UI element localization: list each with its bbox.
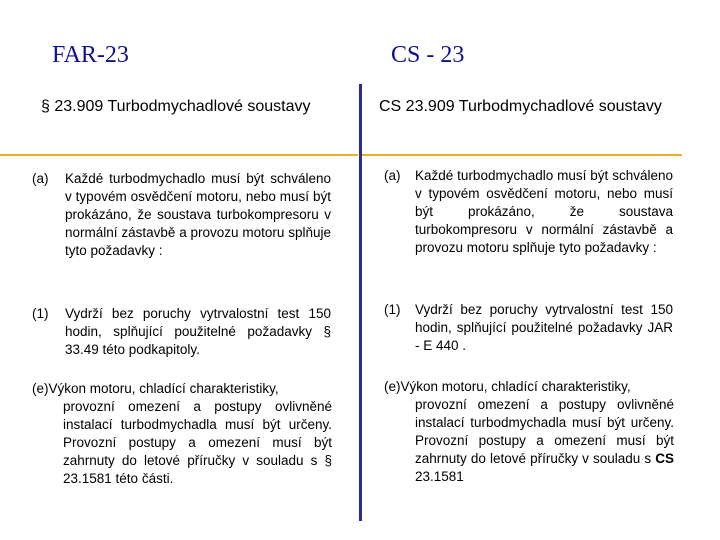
- paragraph-1-right: [384, 301, 674, 361]
- paragraph-first-line: (e)Výkon motoru, chladící charakteristiky,: [384, 379, 631, 394]
- title-far23: FAR-23: [52, 42, 129, 68]
- paragraph-e-right: [384, 378, 674, 486]
- paragraph-label: (a): [32, 171, 49, 186]
- paragraph-text: Vydrží bez poruchy vytrvalostní test 150 hodin, splňující použitelné požadavky JAR - E 440 .: [415, 302, 673, 353]
- paragraph-text: Vydrží bez poruchy vytrvalostní test 150 hodin, splňující použitelné požadavky § 33.49 této podkapitoly.: [65, 306, 331, 357]
- horizontal-rule-right: [362, 154, 682, 156]
- horizontal-rule-left: [0, 154, 358, 156]
- paragraph-label: (1): [384, 302, 401, 317]
- paragraph-text: Každé turbodmychadlo musí být schváleno v typovém osvědčení motoru, nebo musí být prokázáno, že soustava turbokompresoru v normální zástavbě a provozu motoru splňuje tyto požadavky :: [415, 168, 673, 255]
- paragraph-text: Každé turbodmychadlo musí být schváleno v typovém osvědčení motoru, nebo musí být prokázáno, že soustava turbokompresoru v normální zástavbě a provozu motoru splňuje tyto požadavky :: [65, 171, 331, 258]
- vertical-divider: [359, 84, 362, 521]
- paragraph-text-part: provozní omezení a postupy ovlivněné instalací turbodmychadla musí být určeny. Provozní postupy a omezení musí být zahrnuty do letové příručky v souladu s: [415, 397, 674, 466]
- paragraph-text: provozní omezení a postupy ovlivněné instalací turbodmychadla musí být určeny. Provozní postupy a omezení musí být zahrnuty do letové příručky v souladu s § 23.1581 této části.: [63, 399, 332, 486]
- paragraph-a-left: [32, 170, 332, 280]
- paragraph-label: (a): [384, 168, 401, 183]
- paragraph-first-line: (e)Výkon motoru, chladící charakteristiky,: [32, 381, 279, 396]
- paragraph-label: (1): [32, 306, 49, 321]
- section-heading-right: CS 23.909 Turbodmychadlové soustavy: [379, 98, 662, 115]
- section-heading-left: § 23.909 Turbodmychadlové soustavy: [41, 98, 311, 115]
- paragraph-1-left: [32, 305, 332, 365]
- cs-reference-bold: CS: [655, 451, 674, 466]
- paragraph-a-right: [384, 167, 674, 277]
- paragraph-e-left: [32, 380, 332, 488]
- title-cs23: CS - 23: [391, 42, 465, 68]
- paragraph-text-part: 23.1581: [415, 469, 464, 484]
- paragraph-text: [384, 396, 674, 486]
